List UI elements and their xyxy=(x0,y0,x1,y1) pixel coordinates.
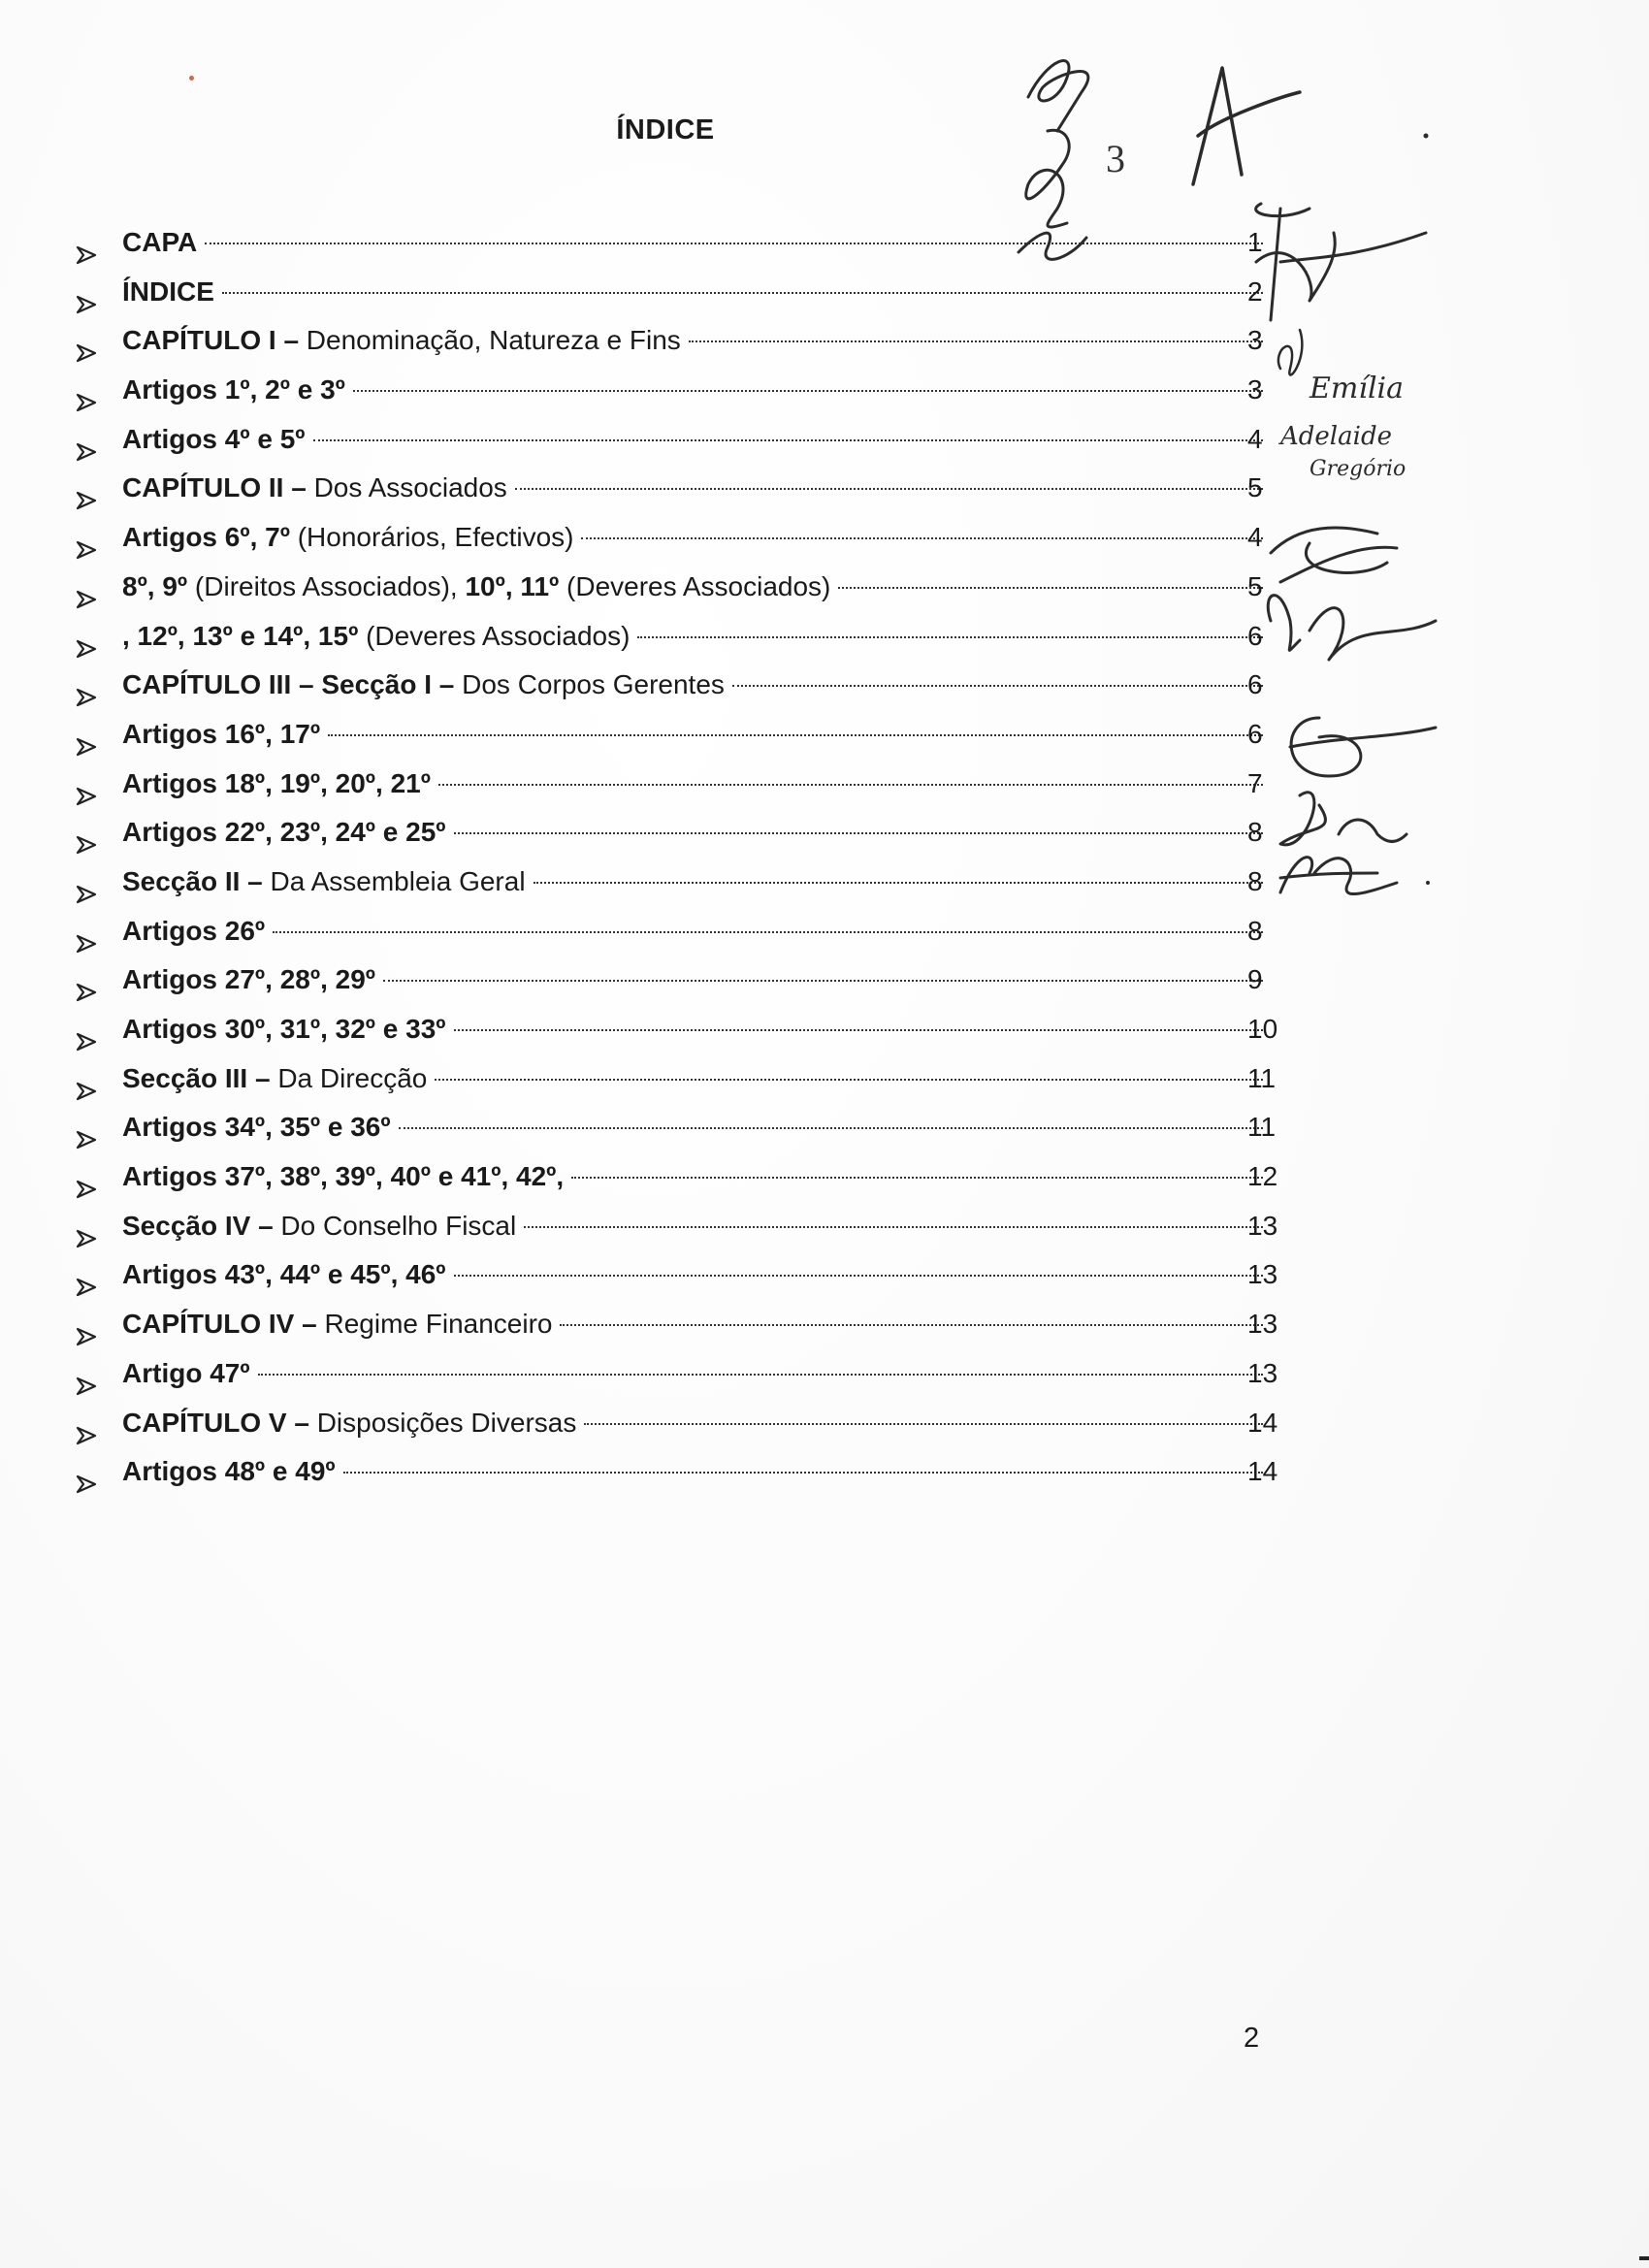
arrow-bullet-icon xyxy=(76,1462,97,1483)
arrow-bullet-icon xyxy=(76,478,97,500)
toc-row xyxy=(76,1152,1278,1202)
dot-leader xyxy=(258,1374,1263,1376)
arrow-bullet-icon xyxy=(76,774,97,795)
toc-page-number: 6 xyxy=(1247,718,1263,749)
toc-entry-bold: 8º, 9º xyxy=(122,570,188,601)
toc-entry-normal: Da Direcção xyxy=(270,1062,428,1093)
toc-entry-bold: Secção IV – xyxy=(122,1210,274,1241)
toc-entry-bold: , 12º, 13º e 14º, 15º xyxy=(122,620,359,651)
dot-leader xyxy=(560,1324,1263,1326)
arrow-bullet-icon xyxy=(76,823,97,844)
toc-page-number: 11 xyxy=(1247,1062,1277,1093)
toc-page-number: 8 xyxy=(1247,865,1263,896)
arrow-bullet-icon xyxy=(76,577,97,599)
arrow-bullet-icon xyxy=(76,1167,97,1188)
toc-entry-bold: Artigos 18º, 19º, 20º, 21º xyxy=(122,767,431,798)
toc-row xyxy=(76,1103,1278,1152)
toc-entry-text xyxy=(122,612,630,661)
toc-entry xyxy=(122,1103,1267,1151)
toc-row xyxy=(76,1005,1278,1054)
arrow-bullet-icon xyxy=(76,970,97,991)
toc-entry-bold: CAPÍTULO III – Secção I – xyxy=(122,669,455,700)
toc-entry-normal: (Deveres Associados) xyxy=(358,620,630,651)
arrow-bullet-icon xyxy=(76,1314,97,1336)
toc-entry-text xyxy=(122,760,431,808)
dot-leader xyxy=(343,1472,1263,1474)
toc-entry-bold: CAPÍTULO II – xyxy=(122,472,307,503)
toc-entry-bold: CAPÍTULO IV – xyxy=(122,1309,317,1340)
toc-entry-bold: Artigos 6º, 7º xyxy=(122,522,290,553)
arrow-bullet-icon xyxy=(76,872,97,893)
arrow-bullet-icon xyxy=(76,1216,97,1238)
toc-page-number: 2 xyxy=(1247,275,1263,307)
toc-entry-bold: Artigos 16º, 17º xyxy=(122,718,321,749)
toc-row xyxy=(76,1250,1278,1300)
arrow-bullet-icon xyxy=(76,675,97,697)
scan-edge-mark xyxy=(1639,2256,1649,2260)
toc-entry-bold: Artigos 30º, 31º, 32º e 33º xyxy=(122,1014,446,1044)
toc-entry-text xyxy=(122,563,830,611)
arrow-bullet-icon xyxy=(76,725,97,746)
toc-entry xyxy=(122,907,1267,956)
toc-entry-text xyxy=(122,1202,516,1250)
toc-page-number: 13 xyxy=(1247,1259,1278,1290)
arrow-bullet-icon xyxy=(76,331,97,352)
toc-page-number: 12 xyxy=(1247,1161,1278,1192)
toc-page-number: 13 xyxy=(1247,1309,1278,1340)
scan-speck xyxy=(189,76,194,81)
toc-page-number: 4 xyxy=(1247,522,1263,553)
toc-entry-text xyxy=(122,1054,427,1103)
toc-row xyxy=(76,956,1278,1005)
toc-entry xyxy=(122,1250,1267,1299)
toc-page-number: 3 xyxy=(1247,374,1263,405)
arrow-bullet-icon xyxy=(76,233,97,254)
toc-page-number: 10 xyxy=(1247,1014,1278,1044)
dot-leader xyxy=(454,1275,1263,1277)
toc-entry-text xyxy=(122,710,320,759)
toc-entry-text xyxy=(122,218,197,267)
toc-entry-bold: Artigos 34º, 35º e 36º xyxy=(122,1112,391,1143)
toc-entry-bold: Artigos 37º, 38º, 39º, 40º e 41º, 42º, xyxy=(122,1161,565,1192)
dot-leader xyxy=(435,1079,1263,1081)
arrow-bullet-icon xyxy=(76,1069,97,1090)
toc-entry-text xyxy=(122,661,725,709)
toc-entry xyxy=(122,1447,1267,1496)
toc-entry-text xyxy=(122,415,306,464)
toc-page-number: 5 xyxy=(1247,570,1263,601)
toc-page-number: 14 xyxy=(1247,1456,1278,1487)
toc-entry-normal: (Direitos Associados), xyxy=(187,570,466,601)
toc-entry xyxy=(122,1300,1267,1348)
arrow-bullet-icon xyxy=(76,922,97,943)
toc-entry-bold: Artigos 43º, 44º e 45º, 46º xyxy=(122,1259,446,1290)
toc-page-number: 3 xyxy=(1247,325,1263,356)
toc-entry-normal: Do Conselho Fiscal xyxy=(273,1210,517,1241)
toc-page-number: 1 xyxy=(1247,227,1263,257)
arrow-bullet-icon xyxy=(76,1118,97,1139)
toc-entry xyxy=(122,1399,1267,1447)
arrow-bullet-icon xyxy=(76,627,97,648)
toc-page-number: 6 xyxy=(1247,669,1263,700)
toc-entry xyxy=(122,1152,1267,1201)
toc-entry-bold: Artigos 27º, 28º, 29º xyxy=(122,964,376,995)
toc-entry-bold: CAPÍTULO I – xyxy=(122,325,300,356)
toc-entry-normal: Denominação, Natureza e Fins xyxy=(299,325,681,356)
arrow-bullet-icon xyxy=(76,430,97,451)
arrow-bullet-icon xyxy=(76,528,97,549)
toc-entry-text xyxy=(122,1349,250,1398)
toc-page-number: 14 xyxy=(1247,1407,1278,1438)
toc-entry-text xyxy=(122,366,345,414)
toc-entry-normal: Dos Associados xyxy=(306,472,507,503)
toc-entry-bold: Secção II – xyxy=(122,865,263,896)
arrow-bullet-icon xyxy=(76,282,97,304)
toc-entry-normal: Regime Financeiro xyxy=(316,1309,553,1340)
toc-entry-text xyxy=(122,1103,391,1151)
toc-entry xyxy=(122,1349,1267,1398)
toc-entry-text xyxy=(122,316,681,365)
toc-entry-normal: Disposições Diversas xyxy=(308,1407,577,1438)
toc-page-number: 13 xyxy=(1247,1210,1278,1241)
arrow-bullet-icon xyxy=(76,1364,97,1385)
toc-row xyxy=(76,1202,1278,1251)
toc-entry-text xyxy=(122,858,526,906)
handwritten-page-mark: 3 xyxy=(1106,137,1125,180)
toc-entry-bold: Artigos 26º xyxy=(122,915,266,946)
toc-entry-normal: Dos Corpos Gerentes xyxy=(454,669,725,700)
toc-entry-bold: CAPA xyxy=(122,227,198,257)
toc-page-number: 11 xyxy=(1247,1112,1277,1143)
toc-entry-bold: Secção III – xyxy=(122,1062,271,1093)
toc-entry-text xyxy=(122,1399,576,1447)
toc-entry xyxy=(122,1054,1267,1103)
toc-entry xyxy=(122,1202,1267,1250)
toc-row xyxy=(76,1447,1278,1497)
toc-row xyxy=(76,1300,1278,1349)
dot-leader xyxy=(524,1226,1263,1228)
toc-entry-bold: ÍNDICE xyxy=(122,275,214,307)
dot-leader xyxy=(584,1423,1263,1425)
toc-entry-bold: Artigos 4º e 5º xyxy=(122,423,306,454)
toc-row xyxy=(76,907,1278,956)
toc-row xyxy=(76,1349,1278,1399)
toc-entry-text xyxy=(122,907,265,956)
toc-page-number: 13 xyxy=(1247,1357,1278,1388)
toc-page-number: 9 xyxy=(1247,964,1263,995)
toc-entry-text xyxy=(122,464,507,512)
toc-entry-text xyxy=(122,1300,552,1348)
toc-page-number: 4 xyxy=(1247,423,1263,454)
toc-entry-text xyxy=(122,1250,446,1299)
page-title: ÍNDICE xyxy=(616,114,715,146)
toc-page-number: 8 xyxy=(1247,915,1263,946)
toc-entry-text xyxy=(122,513,573,562)
signature-name-3: Gregório xyxy=(1310,457,1406,481)
page-number: 2 xyxy=(1244,2023,1260,2054)
toc-entry-bold: Artigos 1º, 2º e 3º xyxy=(122,374,345,405)
dot-leader xyxy=(399,1127,1263,1129)
toc-entry-normal: (Deveres Associados) xyxy=(559,570,831,601)
dot-leader xyxy=(383,980,1263,982)
toc-page-number: 8 xyxy=(1247,817,1263,848)
signature-name-2: Adelaide xyxy=(1280,422,1392,451)
arrow-bullet-icon xyxy=(76,1265,97,1286)
toc-entry-bold: Artigo 47º xyxy=(122,1357,250,1388)
toc-page-number: 5 xyxy=(1247,472,1263,503)
dot-leader xyxy=(273,931,1263,933)
toc-page-number: 6 xyxy=(1247,620,1263,651)
handwritten-signatures xyxy=(989,39,1455,912)
arrow-bullet-icon xyxy=(76,1020,97,1041)
dot-leader xyxy=(454,1029,1263,1031)
toc-entry xyxy=(122,1005,1267,1053)
signature-name-1: Emília xyxy=(1310,372,1405,405)
toc-entry xyxy=(122,956,1267,1004)
toc-entry-normal: Da Assembleia Geral xyxy=(262,865,526,896)
toc-entry-text xyxy=(122,1005,446,1053)
toc-entry-bold: Artigos 48º e 49º xyxy=(122,1456,336,1487)
toc-row xyxy=(76,1054,1278,1104)
toc-entry-text xyxy=(122,1447,336,1496)
toc-entry-bold: CAPÍTULO V – xyxy=(122,1407,309,1438)
arrow-bullet-icon xyxy=(76,380,97,402)
toc-entry-text xyxy=(122,1152,564,1201)
toc-entry-normal: (Honorários, Efectivos) xyxy=(289,522,574,553)
toc-entry-text xyxy=(122,268,214,316)
toc-page-number: 7 xyxy=(1247,767,1263,798)
toc-entry-text xyxy=(122,956,375,1004)
toc-entry-text xyxy=(122,808,446,857)
toc-entry-bold: 10º, 11º xyxy=(465,570,560,601)
toc-entry-bold: Artigos 22º, 23º, 24º e 25º xyxy=(122,817,446,848)
toc-row xyxy=(76,1399,1278,1448)
dot-leader xyxy=(571,1177,1263,1179)
arrow-bullet-icon xyxy=(76,1413,97,1435)
